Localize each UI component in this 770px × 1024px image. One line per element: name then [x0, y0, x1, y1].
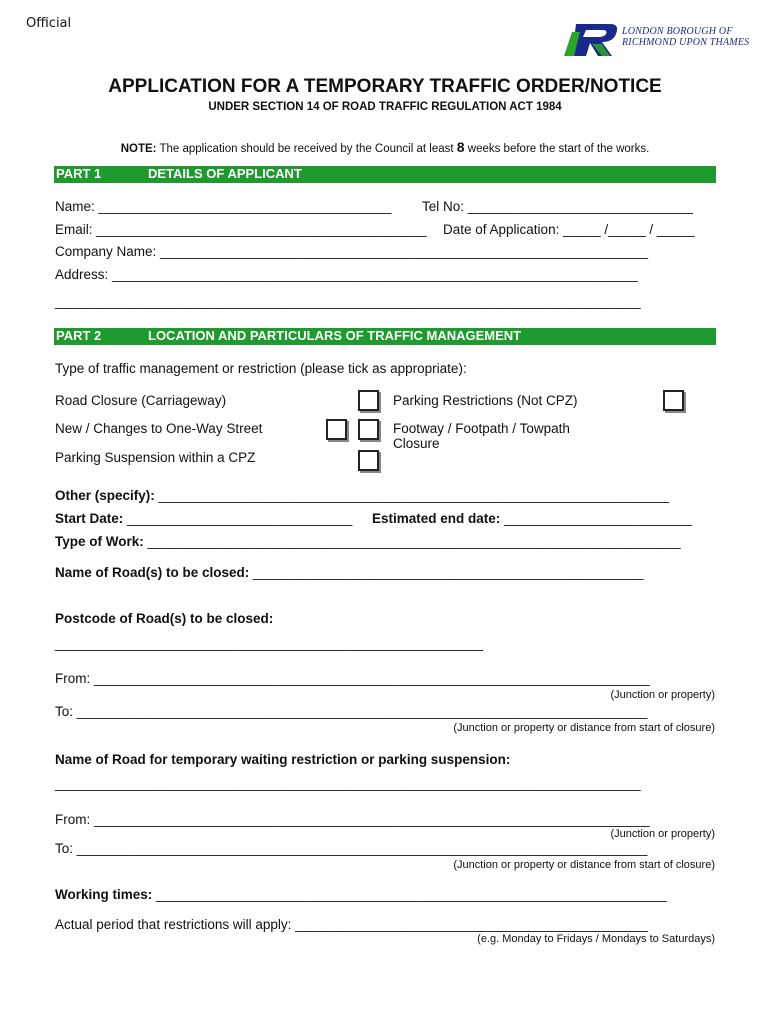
date-of-application-field[interactable]: Date of Application: _____ /_____ / _____ [443, 222, 695, 237]
one-way-checkbox[interactable] [326, 419, 347, 440]
address-line2-field[interactable]: ______________________________________________________________________________ [55, 294, 641, 309]
parking-restrictions-checkbox[interactable] [663, 390, 684, 411]
classification-label: Official [26, 16, 72, 31]
suspension-from-field[interactable]: From: __________________________________________________________________________ [55, 812, 650, 827]
option-parking-restrictions-label: Parking Restrictions (Not CPZ) [393, 393, 578, 408]
part1-header: PART 1 DETAILS OF APPLICANT [54, 166, 716, 183]
suspension-from-hint: (Junction or property) [610, 828, 715, 840]
option-one-way-label: New / Changes to One-Way Street [55, 421, 263, 436]
restriction-period-field[interactable]: Actual period that restrictions will apply: _______________________________________________ [55, 917, 649, 932]
road-closure-checkbox[interactable] [358, 390, 379, 411]
road-to-be-closed-field[interactable]: Name of Road(s) to be closed: ____________________________________________________ [55, 565, 644, 580]
applicant-name-field[interactable]: Name: _______________________________________ [55, 199, 392, 214]
submission-note: NOTE: The application should be received by the Council at least 8 weeks before the start of the works. [120, 139, 650, 155]
form-title: APPLICATION FOR A TEMPORARY TRAFFIC ORDER/NOTICE [108, 76, 662, 97]
suspension-to-hint: (Junction or property or distance from start of closure) [453, 859, 715, 871]
footway-closure-checkbox[interactable] [358, 419, 379, 440]
closure-from-field[interactable]: From: __________________________________________________________________________ [55, 671, 650, 686]
start-date-field[interactable]: Start Date: ______________________________ [55, 511, 353, 526]
tel-no-field[interactable]: Tel No: ______________________________ [422, 199, 694, 214]
option-footway-label: Footway / Footpath / Towpath Closure [393, 421, 570, 451]
option-road-closure-label: Road Closure (Carriageway) [55, 393, 227, 408]
estimated-end-date-field[interactable]: Estimated end date: _________________________ [372, 511, 692, 526]
option-parking-suspension-label: Parking Suspension within a CPZ [55, 450, 256, 465]
email-field[interactable]: Email: ____________________________________________ [55, 222, 427, 237]
address-field[interactable]: Address: ______________________________________________________________________ [55, 267, 638, 282]
other-specify-field[interactable]: Other (specify): ____________________________________________________________________ [55, 488, 670, 503]
company-name-field[interactable]: Company Name: _________________________________________________________________ [55, 244, 649, 259]
waiting-restriction-label: Name of Road for temporary waiting restriction or parking suspension: [55, 752, 511, 767]
restriction-type-intro: Type of traffic management or restriction (please tick as appropriate): [55, 361, 467, 376]
council-logo-text: LONDON BOROUGH OF RICHMOND UPON THAMES [622, 26, 750, 48]
parking-suspension-checkbox[interactable] [358, 450, 379, 471]
richmond-r-logo-icon [562, 22, 620, 58]
council-logo [562, 22, 762, 62]
form-subtitle: UNDER SECTION 14 OF ROAD TRAFFIC REGULATION ACT 1984 [208, 101, 562, 113]
part2-header: PART 2 LOCATION AND PARTICULARS OF TRAFFIC MANAGEMENT [54, 328, 716, 345]
type-of-work-field[interactable]: Type of Work: _______________________________________________________________________ [55, 534, 681, 549]
closure-from-hint: (Junction or property) [610, 689, 715, 701]
restriction-period-hint: (e.g. Monday to Fridays / Mondays to Saturdays) [477, 933, 715, 945]
suspension-to-field[interactable]: To: ____________________________________________________________________________ [55, 841, 648, 856]
waiting-restriction-road-field[interactable]: ______________________________________________________________________________ [55, 776, 641, 791]
postcode-label: Postcode of Road(s) to be closed: [55, 611, 274, 626]
working-times-field[interactable]: Working times: ____________________________________________________________________ [55, 887, 667, 902]
closure-to-hint: (Junction or property or distance from start of closure) [453, 722, 715, 734]
closure-to-field[interactable]: To: ____________________________________________________________________________ [55, 704, 648, 719]
postcode-field[interactable]: _________________________________________________________ [55, 636, 483, 651]
